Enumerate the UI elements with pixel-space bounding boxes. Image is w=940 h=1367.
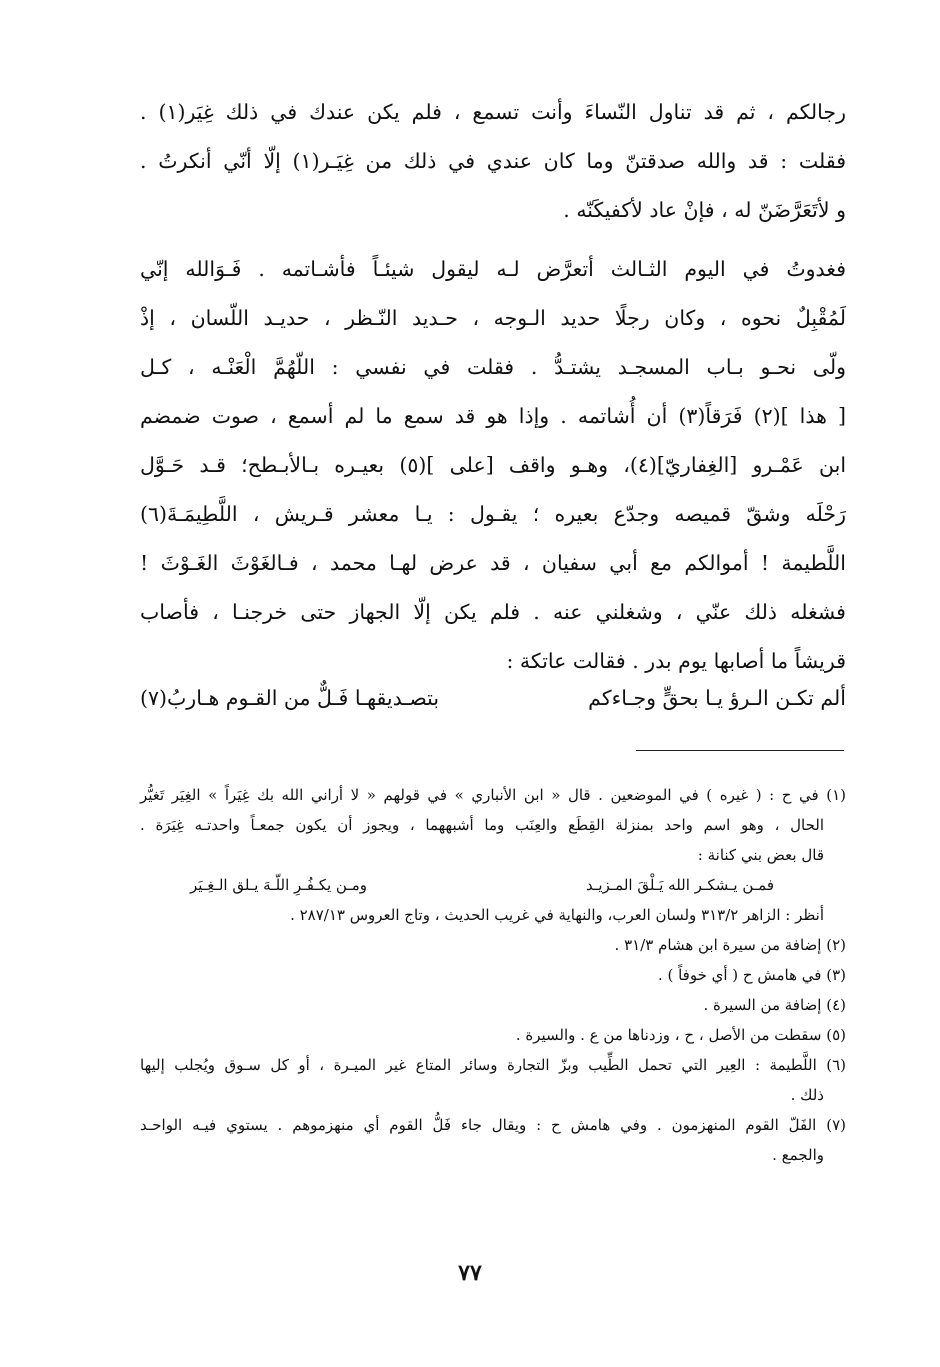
- footnote-1-poem: [140, 870, 846, 900]
- footnote-poem-first-half: فمـن يـشكـر الله يَـلْقَ المـزيـد: [586, 876, 774, 894]
- verse-first-hemistich: ألم تكـن الـرؤ يـا بحقٍّ وجـاءكم: [588, 686, 846, 710]
- verse-second-hemistich: بتصـديقهـا فَـلٌّ من القـوم هـاربُ(٧): [140, 686, 440, 710]
- text-line: قريشاً ما أصابها يوم بدر . فقالت عاتكة :: [506, 649, 846, 673]
- footnote-1-continued: الحال ، وهو اسم واحد بمنزلة القِطَع والعِنَب وما أشبههما ، ويجوز أن يكون جمعـاً واحدتـه غِيَرَة .: [140, 816, 824, 834]
- text-line: فغدوتُ في اليوم الثـالث أتعرَّض لـه ليقول شيئـاً فأشـاتمه . فَـوَالله إنّي: [140, 257, 846, 281]
- footnote-3: (٣) في هامش ح ( أي خوفاً ) .: [657, 966, 846, 984]
- footnote-2: (٢) إضافة من سيرة ابن هشام ٣١/٣ .: [614, 936, 846, 954]
- text-line: ولّى نحـو بـاب المسجـد يشتـدُّ . فقلت في نفسي : اللّهُمَّ الْعَنْـه ، كـل: [140, 355, 846, 379]
- page-number: ٧٧: [458, 1260, 482, 1286]
- footnote-7-continued: والجمع .: [772, 1146, 824, 1164]
- text-line: رَحْلَه وشقّ قميصه وجدّع بعيره ؛ يقـول : يـا معشر قـريش ، اللَّطِيمَـةَ(٦): [140, 502, 846, 526]
- footnote-7: (٧) الفَلّ القوم المنهزمون . وفي هامش ح : ويقال جاء فَلُّ القوم أي منهزموهم . يستوي فيـه الواحـد: [140, 1116, 846, 1134]
- text-line: فقلت : قد والله صدقتنّ وما كان عندي في ذلك من غِيَـر(١) إلّا أنّي أنكرتُ .: [140, 149, 846, 173]
- text-line: و لأتَعَرَّضَنّ له ، فإنْ عاد لأكفيكَنّه .: [563, 198, 846, 222]
- footnote-5: (٥) سقطت من الأصل ، ح ، وزدناها من ع . والسيرة .: [515, 1026, 846, 1044]
- text-line: رجالكم ، ثم قد تناول النّساءَ وأنت تسمع ، فلم يكن عندك في ذلك غِيَر(١) .: [140, 100, 847, 124]
- footnote-6: (٦) اللَّطيمة : العِير التي تحمل الطِّيب وبزّ التجارة وسائر المتاع غير الميـرة ، أو كل سـوق ويُجلب إليها: [140, 1056, 846, 1074]
- text-line: ابن عَمْـرو [الغِفاريّ](٤)، وهـو واقف [على ](٥) بعيـره بـالأبـطح؛ قـد حَـوَّل: [140, 453, 847, 477]
- footnote-6-continued: ذلك .: [790, 1086, 824, 1104]
- main-text: [140, 88, 846, 686]
- text-line: [ هذا ](٢) فَرَقاً(٣) أن أُشاتمه . وإذا هو قد سمع ما لم أسمع ، صوت ضمضم: [140, 404, 847, 428]
- footnote-1-continued: قال بعض بني كنانة :: [697, 846, 824, 864]
- footnote-separator: [636, 750, 844, 751]
- text-line: فشغله ذلك عنّي ، وشغلني عنه . فلم يكن إلّا الجهاز حتى خرجنـا ، فأصاب: [140, 600, 846, 624]
- paragraph-gap: [140, 235, 846, 245]
- footnote-1: (١) في ح : ( غيره ) في الموضعين . قال « ابن الأنباري » في قولهم « لا أراني الله بك غِيَراً » الغِيَر تَغيُّر: [140, 786, 846, 804]
- text-line: اللَّطيمة ! أموالكم مع أبي سفيان ، قد عرض لهـا محمد ، فـالغَوْثَ الغَـوْثَ !: [140, 551, 846, 575]
- footnote-1-reference: أنظر : الزاهر ٣١٣/٢ ولسان العرب، والنهاية في غريب الحديث ، وتاج العروس ٢٨٧/١٣ .: [290, 906, 824, 924]
- text-line: لَمُقْبِلٌ نحوه ، وكان رجلًا حديد الـوجه ، حـديد النّـظر ، حديـد اللّسان ، إذْ: [140, 306, 846, 330]
- poetry-verse: [140, 670, 846, 726]
- footnotes: [140, 780, 846, 1170]
- footnote-4: (٤) إضافة من السيرة .: [703, 996, 846, 1014]
- footnote-poem-second-half: ومـن يكـفُـرِ اللّـهَ يـلق الـغِـيَر: [190, 876, 368, 894]
